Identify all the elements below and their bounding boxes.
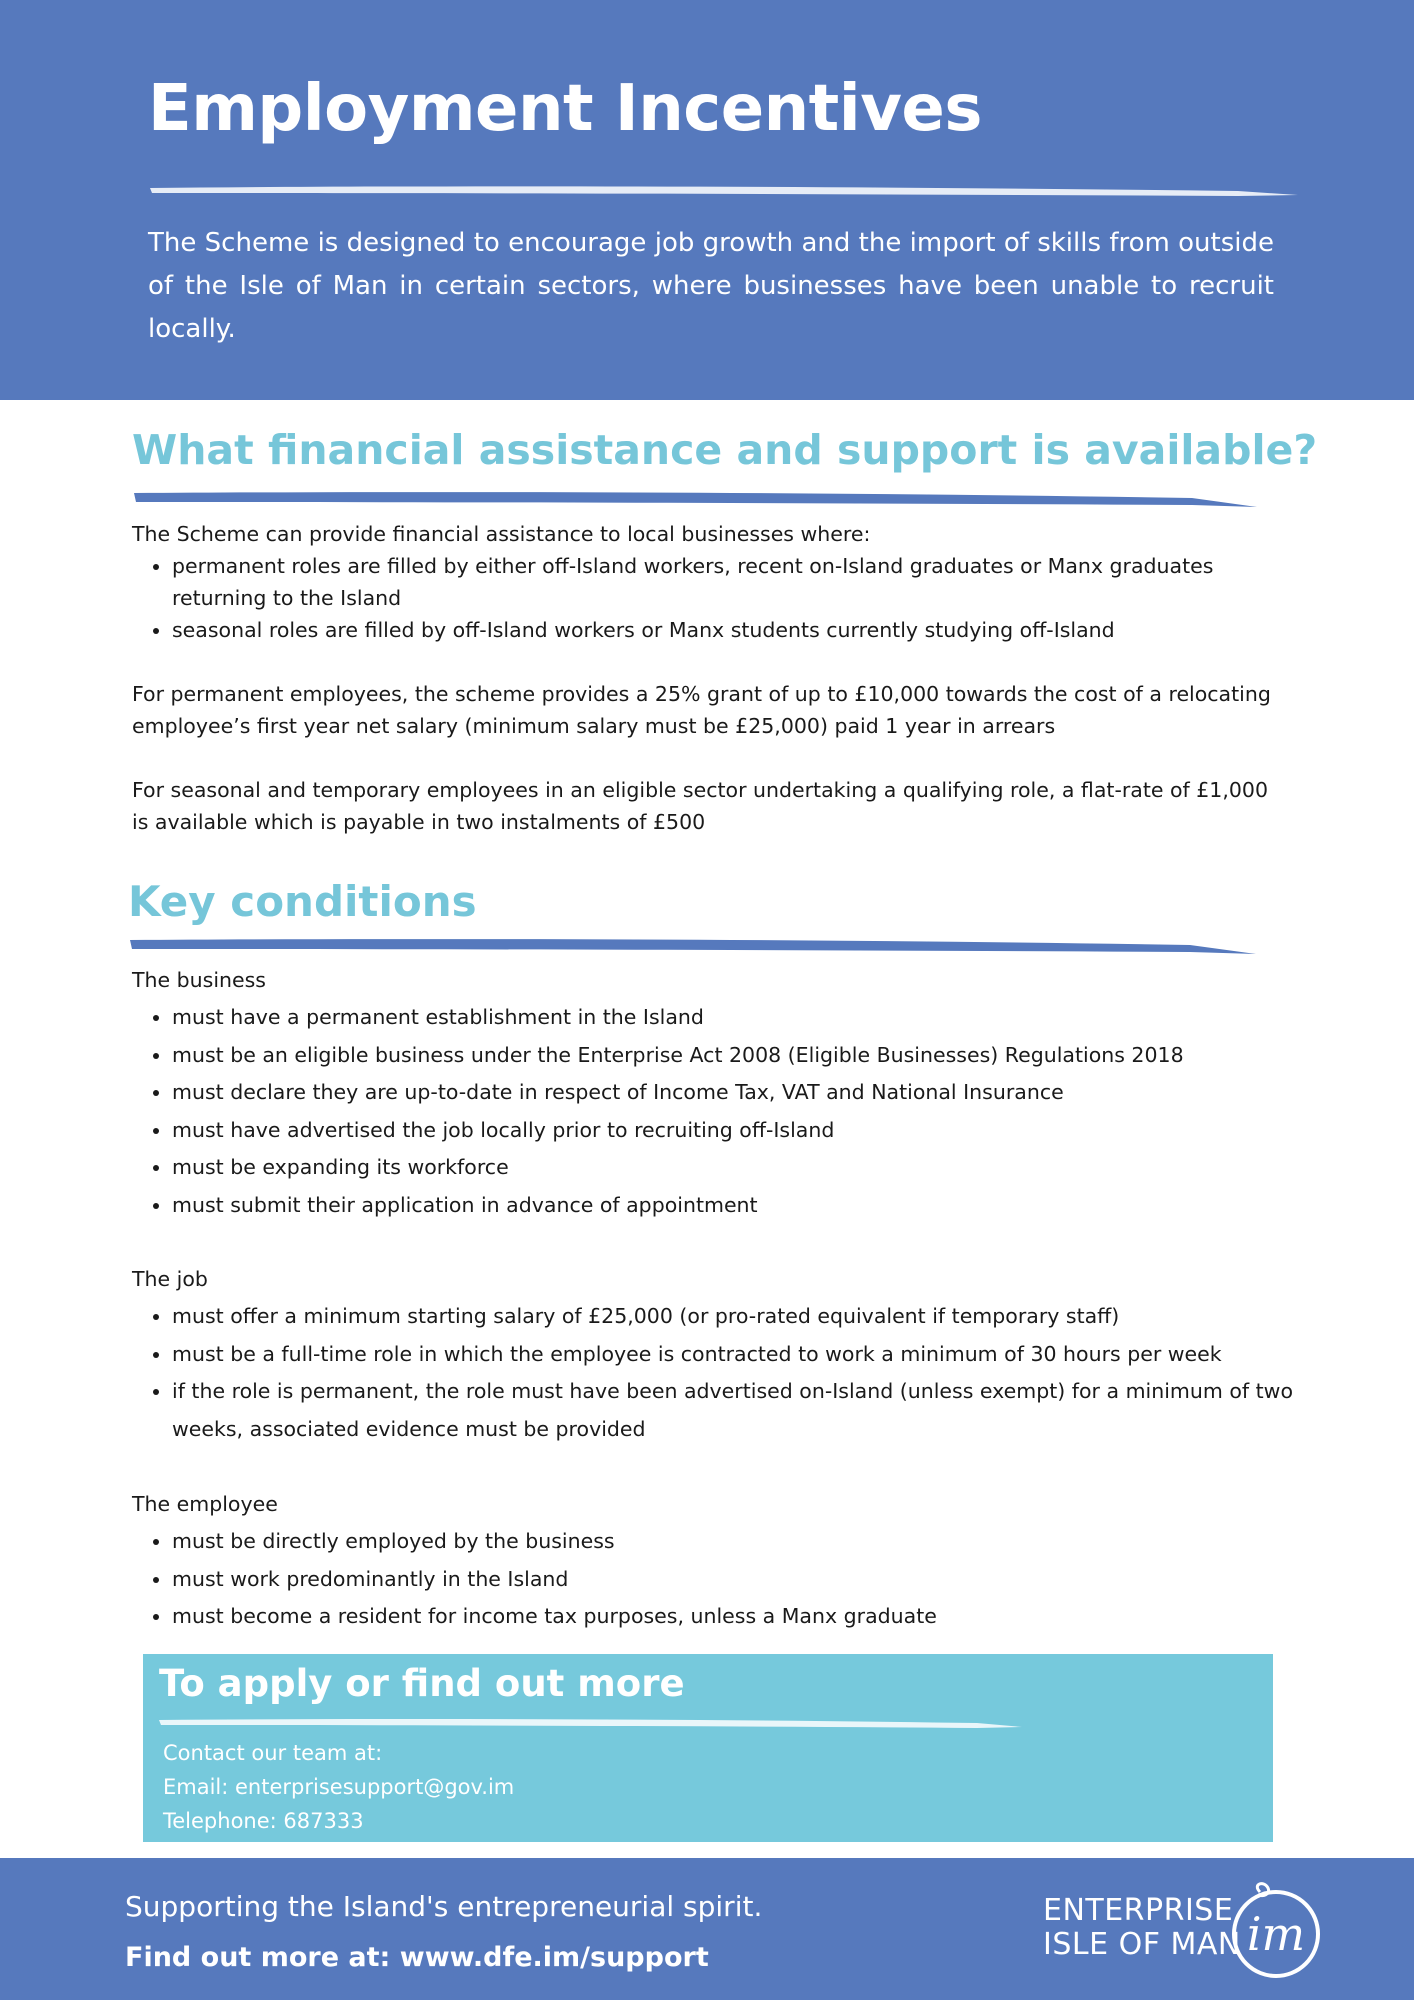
list-item: • must be an eligible business under the Enterprise Act 2008 (Eligible Businesses) Regulations 2018 (172, 1037, 1302, 1075)
apply-box (143, 1654, 1273, 1842)
business-conditions-list (132, 999, 1302, 1224)
assistance-lead: The Scheme can provide financial assistance to local businesses where: (132, 522, 871, 546)
list-item: • must be a full-time role in which the employee is contracted to work a minimum of 30 hours per week (172, 1336, 1322, 1374)
employee-conditions-list (132, 1523, 1302, 1636)
list-item: • must be expanding its workforce (172, 1149, 1302, 1187)
title-brush-underline (148, 182, 1298, 202)
contact-details (163, 1736, 514, 1838)
apply-heading: To apply or find out more (159, 1662, 685, 1705)
contact-telephone[interactable]: Telephone: 687333 (163, 1809, 364, 1833)
footer-tagline: Supporting the Island's entrepreneurial spirit. (125, 1890, 763, 1923)
list-item: • must be directly employed by the business (172, 1523, 1302, 1561)
employee-label: The employee (132, 1492, 278, 1516)
list-item: • permanent roles are filled by either off-Island workers, recent on-Island graduates or Manx graduates returning to the Island (172, 550, 1282, 614)
contact-email[interactable]: Email: enterprisesupport@gov.im (163, 1775, 515, 1799)
logo-mark-text: im (1246, 1907, 1306, 1961)
list-item: • must work predominantly in the Island (172, 1561, 1302, 1599)
footer-banner (0, 1858, 1414, 2000)
list-item: • must declare they are up-to-date in respect of Income Tax, VAT and National Insurance (172, 1074, 1302, 1112)
enterprise-logo-text (1043, 1894, 1241, 1962)
seasonal-grant-paragraph: For seasonal and temporary employees in an eligible sector undertaking a qualifying role, a flat-rate of £1,000 is available which is payable in two instalments of £500 (132, 778, 1268, 834)
intro-paragraph: The Scheme is designed to encourage job growth and the import of skills from outside of the Isle of Man in certain sectors, where businesses have been unable to recruit locally. (148, 228, 1274, 344)
job-conditions-list (132, 1298, 1322, 1448)
conditions-heading: Key conditions (128, 877, 477, 926)
enterprise-im-logo-icon (1222, 1878, 1326, 1982)
assistance-list (132, 550, 1282, 646)
apply-brush-underline (157, 1716, 1022, 1732)
logo-line-1: ENTERPRISE (1043, 1893, 1234, 1928)
list-item: • must have a permanent establishment in the Island (172, 999, 1302, 1037)
conditions-brush-underline (128, 937, 1256, 959)
header-banner (0, 0, 1414, 400)
list-item: • must have advertised the job locally prior to recruiting off-Island (172, 1112, 1302, 1150)
list-item: • if the role is permanent, the role must have been advertised on-Island (unless exempt) for a minimum of two weeks, associated evidence must be provided (172, 1373, 1322, 1448)
business-label: The business (132, 968, 266, 992)
contact-intro: Contact our team at: (163, 1741, 383, 1765)
assistance-heading: What financial assistance and support is available? (132, 426, 1318, 474)
job-label: The job (132, 1267, 208, 1291)
logo-line-2: ISLE OF MAN (1043, 1927, 1241, 1962)
list-item: • seasonal roles are filled by off-Island workers or Manx students currently studying off-Island (172, 614, 1282, 646)
permanent-grant-paragraph: For permanent employees, the scheme provides a 25% grant of up to £10,000 towards the cost of a relocating employee’s first year net salary (minimum salary must be £25,000) paid 1 year in arrears (132, 682, 1271, 738)
assistance-brush-underline (132, 490, 1257, 512)
footer-website-link[interactable]: Find out more at: www.dfe.im/support (125, 1942, 709, 1973)
list-item: • must become a resident for income tax purposes, unless a Manx graduate (172, 1598, 1302, 1636)
list-item: • must offer a minimum starting salary of £25,000 (or pro-rated equivalent if temporary staff) (172, 1298, 1322, 1336)
list-item: • must submit their application in advance of appointment (172, 1187, 1302, 1225)
page-title: Employment Incentives (148, 72, 982, 146)
